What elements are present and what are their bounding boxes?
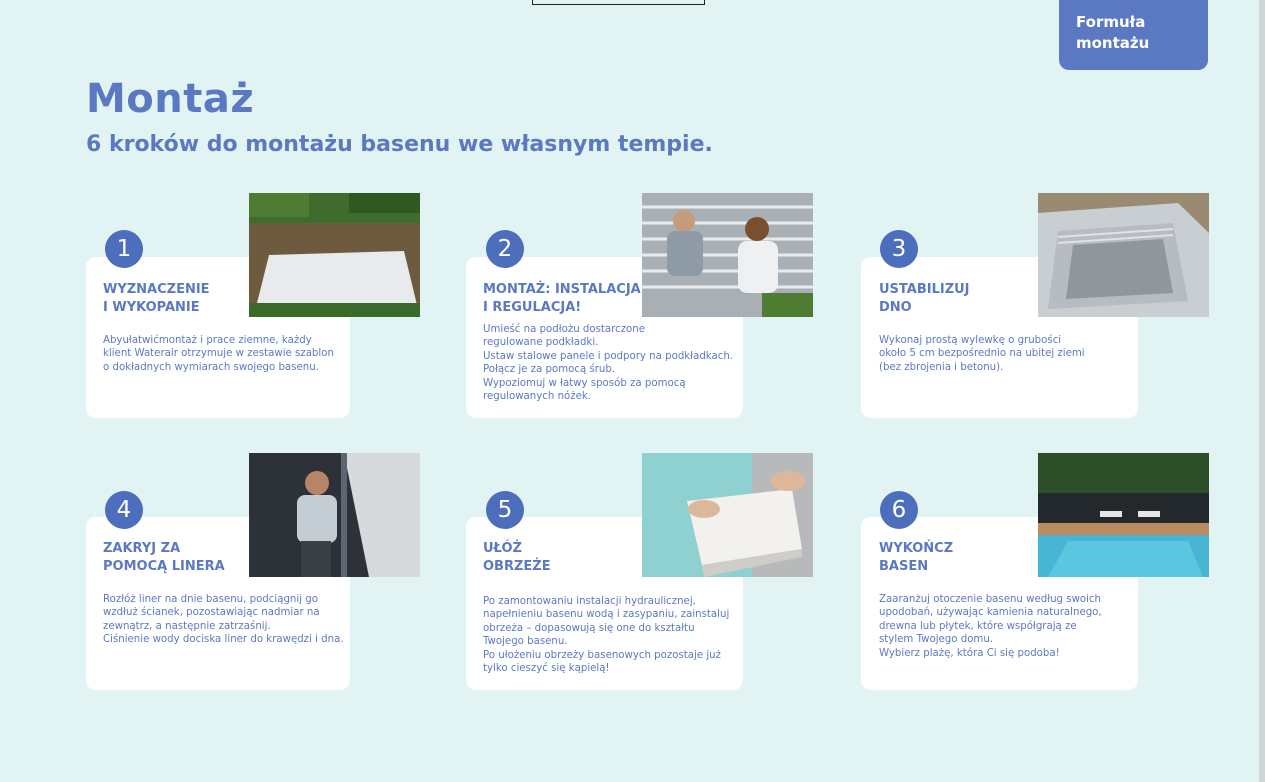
step-heading-3: USTABILIZUJ DNO [879,282,970,315]
installing-liner-photo [249,453,420,577]
step-number-5: 5 [486,491,524,529]
step-text-2: Umieść na podłożu dostarczone regulowane podkładki. Ustaw stalowe panele i podpory na podkładkach. Połącz je za pomocą śrub. Wypoziomuj w łatwy sposób za pomocą regulowanych nóżek. [483,324,734,403]
step-number-2: 2 [486,230,524,268]
finished-pool-photo [1038,453,1209,577]
step-number-1: 1 [105,230,143,268]
badge-label: Formuła montażu [1076,13,1150,52]
excavated-ground-photo [249,193,420,317]
step-heading-5: UŁÓŻ OBRZEŻE [483,541,551,574]
step-number-4: 4 [105,491,143,529]
step-text-3: Wykonaj prostą wylewkę o grubości około 5 cm bezpośrednio na ubitej ziemi (bez zbrojenia i betonu). [879,335,1085,373]
step-text-4: Rozłóż liner na dnie basenu, podciągnij go wzdłuż ścianek, pozostawiając nadmiar na zewnątrz, a następnie zatrzaśnij. Ciśnienie wody dociska liner do krawędzi i dna. [103,594,344,646]
page-edge [1259,0,1265,782]
pool-floor-photo [1038,193,1209,317]
coping-stones-photo [642,453,813,577]
step-number-6: 6 [880,491,918,529]
page-subtitle: 6 kroków do montażu basenu we własnym tempie. [86,132,713,157]
step-heading-6: WYKOŃCZ BASEN [879,541,954,574]
step-heading-4: ZAKRYJ ZA POMOCĄ LINERA [103,541,225,574]
step-number-3: 3 [880,230,918,268]
step-heading-1: WYZNACZENIE I WYKOPANIE [103,282,210,315]
top-frame-fragment [532,0,705,5]
step-heading-2: MONTAŻ: INSTALACJA I REGULACJA! [483,282,641,315]
section-badge[interactable] [1059,0,1208,70]
step-text-6: Zaaranżuj otoczenie basenu według swoich upodobań, używając kamienia naturalnego, drewna lub płytek, które współgrają ze stylem Twojego domu. Wybierz plażę, która Ci się podoba! [879,594,1102,659]
step-text-1: Abyułatwićmontaż i prace ziemne, każdy klient Waterair otrzymuje w zestawie szablon o dokładnych wymiarach swojego basenu. [103,335,334,373]
step-text-5: Po zamontowaniu instalacji hydraulicznej, napełnieniu basenu wodą i zasypaniu, zainstaluj obrzeża – dopasowują się one do kształtu Twojego basenu. Po ułożeniu obrzeży basenowych pozostaje już tylko cieszyć się kąpielą! [483,596,730,675]
page-title: Montaż [86,76,255,122]
workers-assembling-panels-photo [642,193,813,317]
